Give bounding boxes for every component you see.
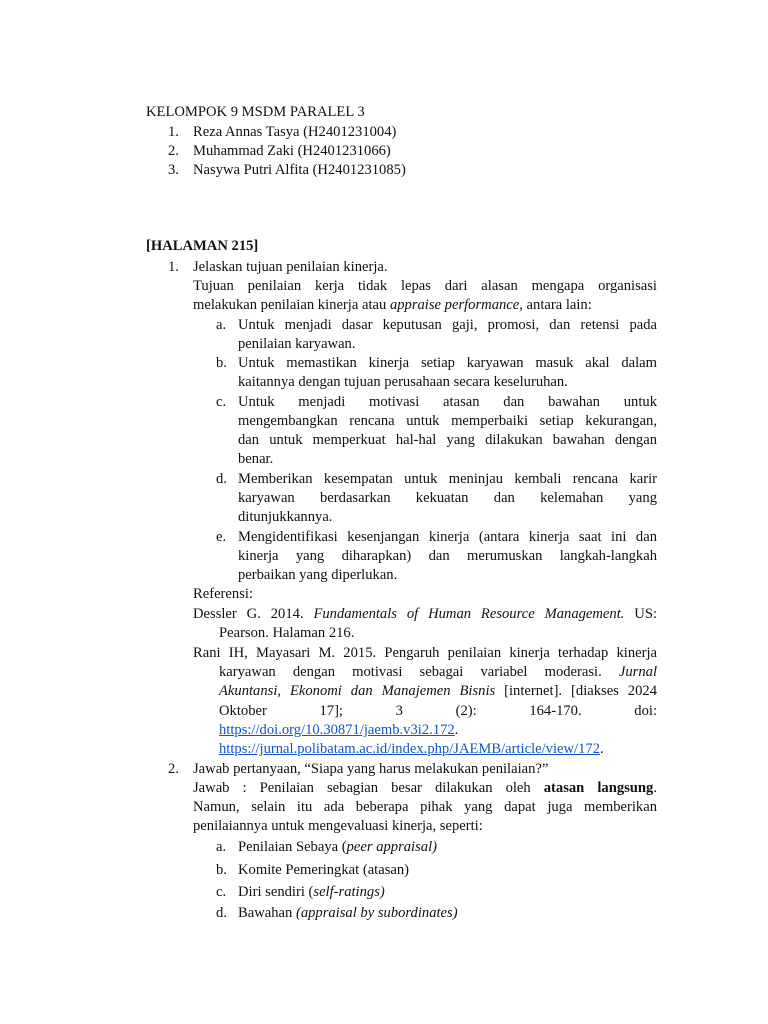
group-title: KELOMPOK 9 MSDM PARALEL 3 xyxy=(146,104,365,120)
reference-line: Rani IH, Mayasari M. 2015. Pengaruh penilaian kinerja terhadap kinerja xyxy=(193,645,657,661)
reference-line: karyawan dengan motivasi sebagai variabel moderasi. Jurnal xyxy=(219,664,657,680)
question-number: 2. xyxy=(168,761,179,777)
reference-line: Pearson. Halaman 216. xyxy=(219,625,355,641)
list-letter: c. xyxy=(216,394,227,410)
question-1: Jelaskan tujuan penilaian kinerja. xyxy=(193,259,388,275)
list-item-line: ditunjukkannya. xyxy=(238,509,333,525)
answer-intro-line: Tujuan penilaian kerja tidak lepas dari alasan mengapa organisasi xyxy=(193,278,657,294)
answer-line: penilaiannya untuk mengevaluasi kinerja, seperti: xyxy=(193,818,483,834)
reference-line: https://doi.org/10.30871/jaemb.v3i2.172. xyxy=(219,722,459,738)
list-letter: d. xyxy=(216,905,227,921)
list-item-line: Komite Pemeringkat (atasan) xyxy=(238,862,410,878)
list-letter: a. xyxy=(216,317,227,333)
member-name: Muhammad Zaki (H2401231066) xyxy=(193,143,391,159)
list-item-line: Memberikan kesempatan untuk meninjau kembali rencana karir xyxy=(238,471,657,487)
list-item-line: Untuk menjadi dasar keputusan gaji, promosi, dan retensi pada xyxy=(238,317,657,333)
member-name: Nasywa Putri Alfita (H2401231085) xyxy=(193,162,406,178)
member-number: 1. xyxy=(168,124,179,140)
list-letter: e. xyxy=(216,529,227,545)
list-letter: c. xyxy=(216,884,227,900)
list-item-line: Diri sendiri (self-ratings) xyxy=(238,884,385,900)
list-item-line: Mengidentifikasi kesenjangan kinerja (antara kinerja saat ini dan xyxy=(238,529,657,545)
reference-line: Dessler G. 2014. Fundamentals of Human Resource Management. US: xyxy=(193,606,657,622)
list-item-line: kaitannya dengan tujuan perusahaan secara keseluruhan. xyxy=(238,374,568,390)
list-item-line: Untuk menjadi motivasi atasan dan bawahan untuk xyxy=(238,394,657,410)
journal-link[interactable]: https://jurnal.polibatam.ac.id/index.php/JAEMB/article/view/172 xyxy=(219,741,600,757)
answer-line: Namun, selain itu ada beberapa pihak yang dapat juga memberikan xyxy=(193,799,657,815)
answer-intro-line: melakukan penilaian kinerja atau appraise performance, antara lain: xyxy=(193,297,592,313)
question-number: 1. xyxy=(168,259,179,275)
member-number: 3. xyxy=(168,162,179,178)
list-item-line: benar. xyxy=(238,451,274,467)
member-number: 2. xyxy=(168,143,179,159)
list-item-line: karyawan berdasarkan kekuatan dan kelemahan yang xyxy=(238,490,657,506)
references-label: Referensi: xyxy=(193,586,253,602)
section-title: [HALAMAN 215] xyxy=(146,238,259,254)
list-item-line: mengembangkan rencana untuk memperbaiki setiap kekurangan, xyxy=(238,413,657,429)
answer-line: Jawab : Penilaian sebagian besar dilakukan oleh atasan langsung. xyxy=(193,780,657,796)
list-letter: b. xyxy=(216,862,227,878)
list-item-line: Penilaian Sebaya (peer appraisal) xyxy=(238,839,438,855)
list-item-line: kinerja yang diharapkan) dan merumuskan langkah-langkah xyxy=(238,548,657,564)
doi-link[interactable]: https://doi.org/10.30871/jaemb.v3i2.172 xyxy=(219,722,455,738)
member-name: Reza Annas Tasya (H2401231004) xyxy=(193,124,397,140)
list-item-line: perbaikan yang diperlukan. xyxy=(238,567,398,583)
question-2: Jawab pertanyaan, “Siapa yang harus melakukan penilaian?” xyxy=(193,761,549,777)
list-letter: d. xyxy=(216,471,227,487)
reference-line: Oktober 17]; 3 (2): 164-170. doi: xyxy=(219,703,657,719)
reference-line: https://jurnal.polibatam.ac.id/index.php/JAEMB/article/view/172. xyxy=(219,741,604,757)
list-item-line: penilaian karyawan. xyxy=(238,336,356,352)
list-letter: b. xyxy=(216,355,227,371)
list-item-line: Untuk memastikan kinerja setiap karyawan masuk akal dalam xyxy=(238,355,657,371)
list-item-line: Bawahan (appraisal by subordinates) xyxy=(238,905,458,921)
list-letter: a. xyxy=(216,839,227,855)
reference-line: Akuntansi, Ekonomi dan Manajemen Bisnis [internet]. [diakses 2024 xyxy=(219,683,657,699)
list-item-line: dan untuk memperkuat hal-hal yang dilakukan bawahan dengan xyxy=(238,432,657,448)
